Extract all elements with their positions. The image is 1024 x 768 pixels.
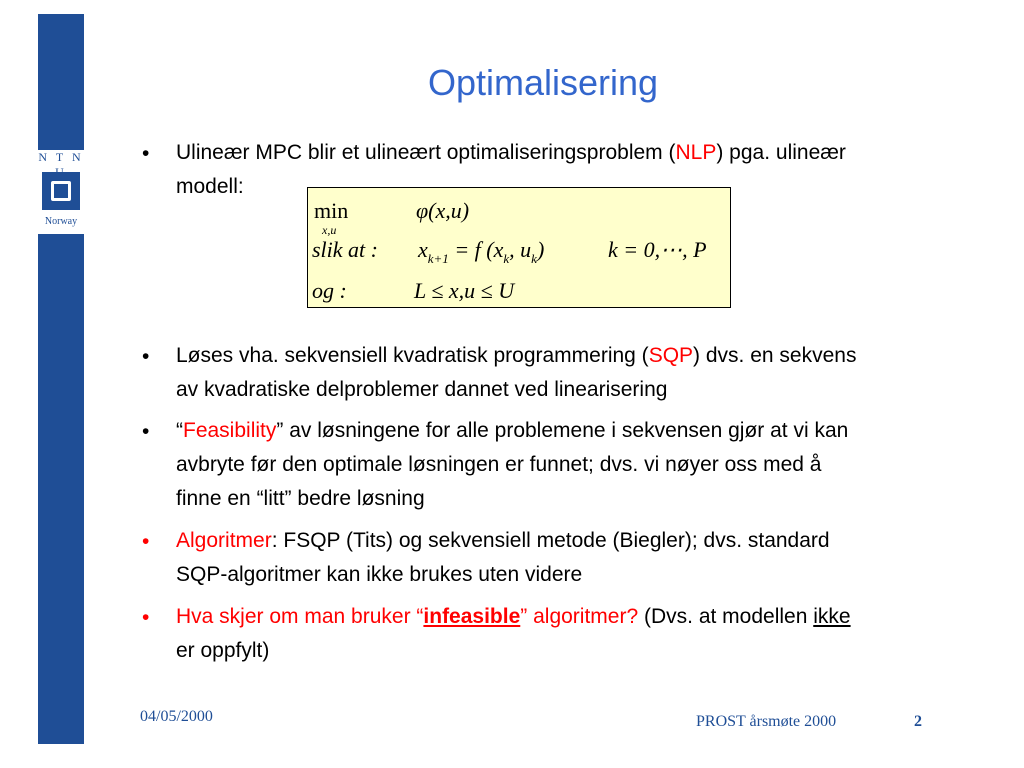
formula-range: k = 0,⋯, P	[608, 237, 707, 262]
bullet-4-after: : FSQP (Tits) og sekvensiell metode (Biegler); dvs. standard	[271, 529, 830, 552]
bullet-2-line-2: av kvadratiske delproblemer dannet ved linearisering	[176, 378, 668, 401]
logo-letters: N T N	[38, 150, 84, 164]
bullet-3-line-1	[176, 414, 848, 448]
ntnu-logo	[36, 150, 86, 234]
formula-box	[307, 187, 731, 308]
bullet-2-line-1	[176, 339, 856, 373]
bullet-4-highlight: Algoritmer	[176, 529, 272, 552]
bullet-5-black-before: (Dvs. at modellen	[638, 605, 814, 628]
formula-mid: , u	[509, 237, 532, 262]
bullet-5-line-2: er oppfylt)	[176, 639, 270, 662]
bullet-2-after: ) dvs. en sekvens	[693, 344, 857, 367]
bullet-5-red-bold: infeasible	[423, 605, 521, 628]
bullet-1-before: Ulineær MPC blir et ulineært optimaliseringsproblem (	[176, 141, 676, 164]
formula-constraint-label: slik at :	[312, 237, 378, 262]
bullet-5-underline: ikke	[813, 605, 851, 628]
formula-sub-k1: k	[503, 251, 510, 266]
logo-country: Norway	[44, 216, 78, 227]
slide-title: Optimalisering	[427, 62, 659, 103]
formula-objective: φ(x,u)	[416, 198, 470, 223]
bullet-3-quote-open: “	[176, 419, 183, 442]
bullet-3-text	[176, 414, 848, 516]
bullet-2-text	[176, 339, 856, 407]
formula-eq: = f (x	[454, 237, 504, 262]
bullet-4-line-1	[176, 524, 830, 558]
bullet-marker-3: •	[142, 420, 150, 443]
formula-bounds: L ≤ x,u ≤ U	[414, 278, 515, 303]
bullet-4-line-2: SQP-algoritmer kan ikke brukes uten videre	[176, 563, 583, 586]
bullet-marker-1: •	[142, 142, 150, 165]
bullet-marker-2: •	[142, 345, 150, 368]
formula-dynamics	[418, 237, 544, 267]
bullet-5-red-before: Hva skjer om man bruker “	[176, 605, 424, 628]
bullet-5-red-after: ” algoritmer?	[520, 605, 639, 628]
bullet-4-text	[176, 524, 830, 592]
bullet-1-after: ) pga. ulineær	[716, 141, 846, 164]
bullet-1-line-1	[176, 136, 846, 170]
formula-min-subscript: x,u	[322, 223, 337, 237]
formula-bounds-label: og :	[312, 278, 347, 303]
footer-page-number: 2	[914, 713, 922, 730]
bullet-5-line-1	[176, 600, 851, 634]
formula-sub-k2: k	[531, 251, 537, 266]
footer-date: 04/05/2000	[140, 708, 213, 725]
bullet-marker-4: •	[142, 530, 150, 553]
bullet-2-highlight: SQP	[648, 344, 694, 367]
bullet-3-line-2: avbryte før den optimale løsningen er funnet; dvs. vi nøyer oss med å	[176, 453, 822, 476]
left-sidebar-bar	[38, 14, 84, 744]
bullet-2-before: Løses vha. sekvensiell kvadratisk programmering (	[176, 344, 649, 367]
bullet-3-line-3: finne en “litt” bedre løsning	[176, 487, 425, 510]
formula-min: min	[314, 198, 349, 223]
bullet-marker-5: •	[142, 606, 150, 629]
footer-title: PROST årsmøte 2000	[696, 713, 837, 730]
formula-close: )	[536, 237, 545, 262]
logo-square-inner	[51, 181, 71, 201]
logo-square-icon	[42, 172, 80, 210]
formula-lhs: x	[418, 237, 428, 262]
bullet-1-line-2: modell:	[176, 175, 244, 198]
bullet-1-highlight: NLP	[675, 141, 717, 164]
bullet-3-after: ” av løsningene for alle problemene i sekvensen gjør at vi kan	[276, 419, 849, 442]
formula-lhs-sub: k+1	[427, 251, 449, 266]
bullet-5-text	[176, 600, 851, 668]
bullet-3-highlight: Feasibility	[183, 419, 277, 442]
